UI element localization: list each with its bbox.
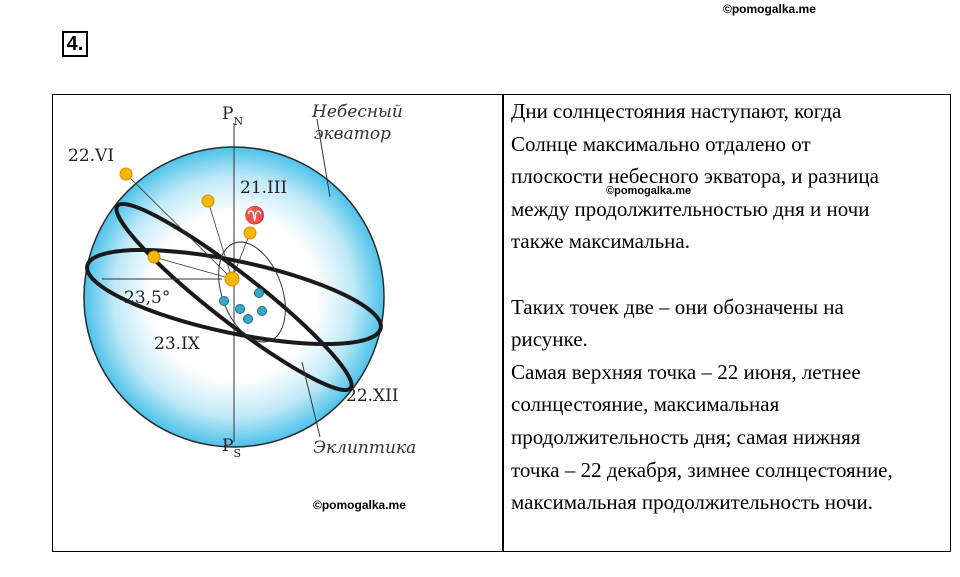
ecliptic-label: Эклиптика <box>313 438 417 458</box>
answer-line: между продолжительностью дня и ночи <box>511 196 870 221</box>
task-number: 4. <box>62 31 88 57</box>
watermark-top: ©pomogalka.me <box>723 2 816 16</box>
north-pole-label: $P_N$ <box>222 104 244 128</box>
angle-label: 23,5° <box>124 288 171 308</box>
winter-solstice-label: 22.XII <box>346 386 399 406</box>
answer-line: плоскости небесного экватора, и разница <box>511 164 879 189</box>
answer-line: Солнце максимально отдалено от <box>511 131 811 156</box>
spring-equinox-label: 21.III <box>240 178 288 198</box>
watermark-bottom: ©pomogalka.me <box>313 498 406 512</box>
answer-line: солнцестояние, максимальная <box>511 392 780 417</box>
aries-symbol: ♈ <box>244 206 266 226</box>
answer-line: Таких точек две – они обозначены на <box>511 294 844 319</box>
autumn-equinox-label: 23.IX <box>154 334 200 354</box>
answer-line: Самая верхняя точка – 22 июня, летнее <box>511 359 861 384</box>
watermark-middle: ©pomogalka.me <box>606 185 692 197</box>
celestial-sphere-diagram <box>62 97 452 465</box>
summer-solstice-label: 22.VI <box>68 146 115 166</box>
answer-line: максимальная продолжительность ночи. <box>511 490 874 515</box>
celestial-equator-label-1: Небесный <box>312 102 403 122</box>
answer-line: также максимальна. <box>511 229 690 254</box>
south-pole-label: $P_S$ <box>222 436 241 460</box>
answer-line: рисунке. <box>511 327 588 352</box>
table-divider <box>502 94 504 552</box>
answer-line: Дни солнцестояния наступают, когда <box>511 99 842 123</box>
answer-text <box>511 95 941 519</box>
answer-line: продолжительность дня; самая нижняя <box>511 424 861 449</box>
celestial-equator-label-2: экватор <box>314 124 391 144</box>
answer-line: точка – 22 декабря, зимнее солнцестояние, <box>511 457 893 482</box>
